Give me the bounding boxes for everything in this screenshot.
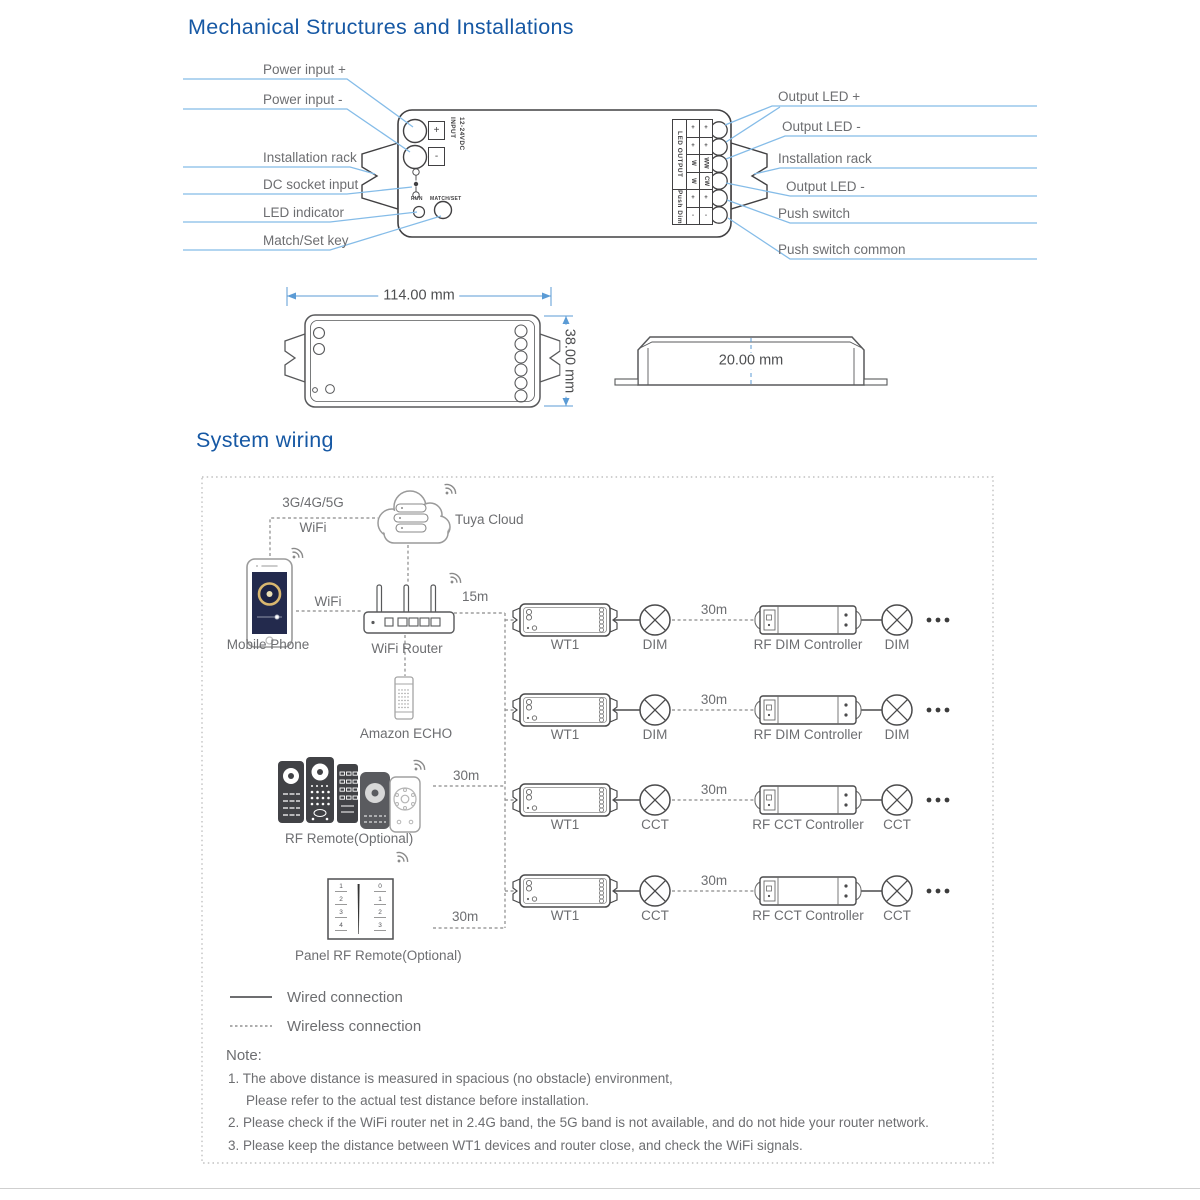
legend-wired-label: Wired connection (287, 989, 403, 1006)
controller-label: RF CCT Controller (752, 908, 864, 923)
terminal-text: W (689, 160, 696, 167)
callout-output-led-minus-2: Output LED - (786, 179, 865, 194)
wifi-signal-icon (410, 758, 427, 775)
match-set-label: MATCH/SET (430, 196, 462, 202)
controller-label: RF DIM Controller (753, 727, 863, 742)
top-view-drawing (285, 315, 560, 407)
lamp-label: DIM (642, 637, 668, 652)
panel-digit: 1 (374, 896, 386, 905)
lamp-label: DIM (884, 727, 910, 742)
panel-digit: 3 (374, 922, 386, 931)
callout-push-switch: Push switch (778, 206, 851, 221)
terminal-cell (700, 155, 712, 172)
callout-installation-rack-right: Installation rack (778, 151, 872, 166)
panel-digit: 1 (335, 883, 347, 892)
terminal-cell: + (687, 138, 699, 155)
wifi-signal-icon (441, 482, 458, 499)
panel-digit: 2 (374, 909, 386, 918)
mobile-phone-label: Mobile Phone (226, 637, 310, 652)
legend-swatches (230, 997, 272, 1026)
lamp-label: DIM (884, 637, 910, 652)
lamp-label: CCT (883, 817, 911, 832)
callout-power-input-minus: Power input - (263, 92, 343, 107)
callout-power-input-plus: Power input + (263, 62, 346, 77)
dim-height-label: 38.00 mm (561, 325, 578, 397)
callout-output-led-minus-1: Output LED - (782, 119, 861, 134)
connection-lines (270, 518, 518, 928)
distance-30m-label: 30m (700, 692, 728, 707)
note-line-1: 1. The above distance is measured in spacious (no obstacle) environment, (228, 1071, 673, 1086)
wt1-label: WT1 (550, 637, 580, 652)
mobile-phone-icon (247, 559, 292, 647)
lamp-label: CCT (641, 817, 669, 832)
wiring-row-3 (513, 784, 949, 816)
panel-remote-digits (328, 879, 393, 939)
callout-led-indicator: LED indicator (263, 205, 345, 220)
wiring-row-1 (513, 604, 949, 636)
lamp-label: CCT (883, 908, 911, 923)
input-voltage: 12-24VDC (458, 117, 465, 151)
note-title: Note: (226, 1047, 262, 1064)
tuya-cloud-icon (378, 491, 450, 543)
input-voltage-label (448, 117, 466, 177)
note-line-3: 3. Please keep the distance between WT1 devices and router close, and check the WiFi signals. (228, 1138, 803, 1153)
wifi-link-label: WiFi (314, 594, 342, 609)
rf-remote-label: RF Remote(Optional) (285, 831, 414, 846)
section-title-mechanical: Mechanical Structures and Installations (188, 15, 574, 39)
terminal-cell (700, 173, 712, 190)
tuya-cloud-label: Tuya Cloud (455, 512, 524, 527)
legend-wireless-label: Wireless connection (287, 1018, 422, 1035)
amazon-echo-icon (395, 677, 413, 719)
wiring-row-2 (513, 694, 949, 726)
terminal-cell: + (700, 190, 712, 207)
note-line-2: 2. Please check if the WiFi router net in 2.4G band, the 5G band is not available, and do not hide your router network. (228, 1115, 929, 1130)
terminal-cell: - (700, 208, 712, 225)
distance-30m-label: 30m (700, 602, 728, 617)
terminal-text: CW (703, 175, 709, 186)
output-terminal-table (672, 119, 713, 225)
terminal-cell: + (687, 190, 699, 207)
callout-installation-rack-left: Installation rack (263, 150, 357, 165)
wifi-router-label: WiFi Router (371, 641, 443, 656)
match-set-button (435, 202, 452, 219)
distance-30m-label: 30m (700, 782, 728, 797)
distance-30m-label: 30m (700, 873, 728, 888)
panel-digit: 2 (335, 896, 347, 905)
amazon-echo-label: Amazon ECHO (359, 726, 453, 741)
rf-remote-icons (278, 757, 420, 832)
terminal-cell: - (687, 208, 699, 225)
dim-depth-label: 20.00 mm (714, 353, 788, 370)
wt1-label: WT1 (550, 727, 580, 742)
terminal-cell (687, 155, 699, 172)
distance-15m-label: 15m (462, 589, 489, 604)
lamp-label: CCT (641, 908, 669, 923)
led-output-group-label: LED OUTPUT (673, 120, 686, 189)
input-plus-cell: + (428, 121, 445, 140)
wifi-signal-icon (288, 546, 305, 563)
wt1-label: WT1 (550, 908, 580, 923)
note-line-1b: Please refer to the actual test distance before installation. (246, 1093, 589, 1108)
lamp-label: DIM (642, 727, 668, 742)
terminal-cell: + (700, 120, 712, 137)
rf-remote-distance-label: 30m (453, 768, 480, 783)
run-label: RUN (411, 196, 423, 202)
input-word: INPUT (449, 117, 456, 139)
panel-remote-label: Panel RF Remote(Optional) (295, 948, 462, 963)
section-title-wiring: System wiring (196, 428, 334, 452)
callout-push-switch-common: Push switch common (778, 242, 906, 257)
terminal-text: WW (702, 157, 709, 169)
page-bottom-divider (0, 1188, 1200, 1189)
panel-digit: 4 (335, 922, 347, 931)
wiring-row-4 (513, 875, 949, 907)
terminal-cell: + (687, 120, 699, 137)
wifi-signal-icon (393, 850, 410, 867)
terminal-cell: + (700, 138, 712, 155)
controller-label: RF CCT Controller (752, 817, 864, 832)
wt1-label: WT1 (550, 817, 580, 832)
callout-match-set-key: Match/Set key (263, 233, 349, 248)
terminal-text: W (689, 177, 696, 184)
callout-dc-socket-input: DC socket input (263, 177, 359, 192)
wifi-router-icon (364, 585, 454, 633)
dim-width-label: 114.00 mm (378, 288, 459, 305)
push-dim-group-label: Push Dim (673, 190, 686, 224)
input-minus-cell: - (428, 147, 445, 166)
panel-digit: 0 (374, 883, 386, 892)
panel-digit: 3 (335, 909, 347, 918)
callout-output-led-plus: Output LED + (778, 89, 861, 104)
terminal-cell (687, 173, 699, 190)
wifi-signal-icon (446, 571, 463, 588)
net-wifi-label: WiFi (299, 520, 327, 535)
controller-label: RF DIM Controller (753, 637, 863, 652)
panel-distance-label: 30m (452, 909, 479, 924)
net-3g4g5g-label: 3G/4G/5G (282, 495, 344, 510)
